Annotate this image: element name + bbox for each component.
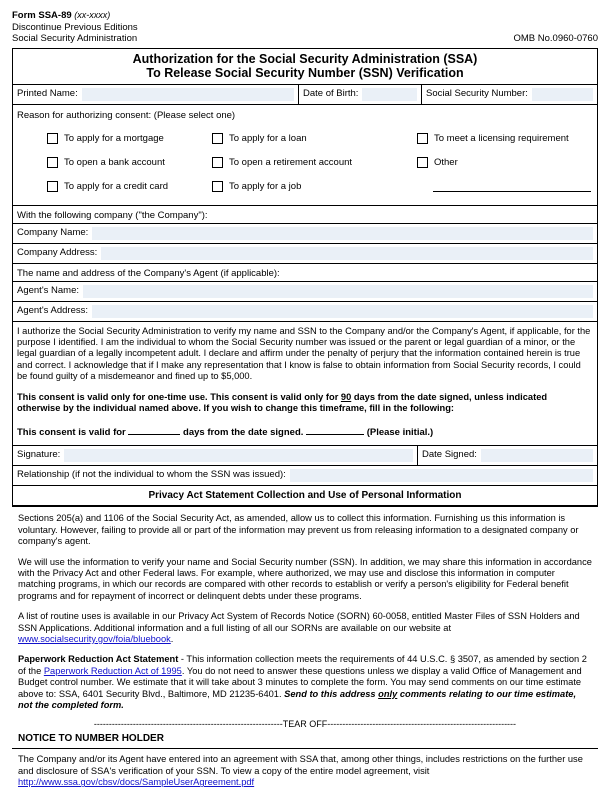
reason-option-credit-card[interactable] bbox=[47, 175, 212, 199]
form-number: Form SSA-89 bbox=[12, 10, 72, 21]
valid-for-row bbox=[13, 417, 597, 446]
signature-input[interactable] bbox=[64, 449, 413, 462]
dob-input[interactable] bbox=[362, 88, 417, 101]
form-title-box bbox=[12, 48, 598, 84]
discontinue-note: Discontinue Previous Editions bbox=[12, 21, 138, 33]
reason-heading: Reason for authorizing consent: (Please select one) bbox=[17, 109, 236, 121]
checkbox-other[interactable] bbox=[417, 157, 428, 168]
reason-option-licensing[interactable] bbox=[417, 127, 597, 151]
pra-link[interactable]: Paperwork Reduction Act of 1995 bbox=[43, 665, 182, 676]
omb-number: OMB No.0960-0760 bbox=[513, 32, 598, 44]
days-label: days from the date signed. bbox=[183, 427, 304, 439]
pra-text-b: . You do not need to answer these questions unless we display a valid Office of Management and Budget control number. We estimate that it will take about 3 minutes to complete the form. You may send comments on our time estimate above to: SSA, 6401 Security Blvd., Baltimore, MD 21235-6401. bbox=[18, 665, 582, 699]
dob-cell bbox=[298, 85, 421, 104]
privacy-paragraph-1: Sections 205(a) and 1106 of the Social Security Act, as amended, allow us to collect this information. Furnishing us this information is voluntary. However, failing to provide all or part of the information may prevent us from releasing information to a designated company or company's agent. bbox=[18, 513, 579, 547]
date-signed-label: Date Signed: bbox=[422, 449, 477, 461]
reason-other-input-row[interactable] bbox=[417, 175, 597, 199]
reason-column-3 bbox=[417, 127, 597, 199]
agent-address-cell bbox=[13, 302, 597, 321]
checkbox-credit-card[interactable] bbox=[47, 181, 58, 192]
reason-option-mortgage[interactable] bbox=[47, 127, 212, 151]
privacy-paragraph-3 bbox=[12, 602, 598, 645]
notice-to-number-holder-title: NOTICE TO NUMBER HOLDER bbox=[18, 733, 164, 745]
company-name-label: Company Name: bbox=[17, 226, 89, 238]
agent-name-row bbox=[13, 282, 597, 302]
pra-italic-only: only bbox=[378, 688, 398, 699]
checkbox-bank-account[interactable] bbox=[47, 157, 58, 168]
checkbox-retirement-account[interactable] bbox=[212, 157, 223, 168]
agent-heading: The name and address of the Company's Agent (if applicable): bbox=[13, 264, 597, 282]
reason-column-1 bbox=[13, 127, 212, 199]
agent-address-input[interactable] bbox=[92, 305, 593, 318]
privacy-paragraph-3-text: A list of routine uses is available in our Privacy Act System of Records Notice (SORN) 60-0058, entitled Master Files of SSN Holders and SSN Applications. Additional information and a full listing of all our SORNs are available on our website at bbox=[18, 611, 580, 633]
privacy-act-title: Privacy Act Statement Collection and Use of Personal Information bbox=[13, 486, 597, 506]
checkbox-mortgage[interactable] bbox=[47, 133, 58, 144]
reason-option-bank-account[interactable] bbox=[47, 151, 212, 175]
company-address-input[interactable] bbox=[101, 247, 593, 260]
sample-user-agreement-link[interactable]: http://www.ssa.gov/cbsv/docs/SampleUserAgreement.pdf bbox=[18, 777, 255, 788]
reason-option-retirement-account[interactable] bbox=[212, 151, 417, 175]
ssn-cell bbox=[421, 85, 597, 104]
reason-other-input[interactable] bbox=[433, 191, 591, 192]
relationship-label: Relationship (if not the individual to whom the SSN was issued): bbox=[17, 469, 286, 481]
reason-option-loan[interactable] bbox=[212, 127, 417, 151]
company-address-row bbox=[13, 244, 597, 264]
reason-label-bank-account: To open a bank account bbox=[64, 157, 165, 168]
date-signed-input[interactable] bbox=[481, 449, 593, 462]
valid-for-input[interactable] bbox=[128, 424, 180, 435]
signature-row bbox=[13, 446, 597, 466]
reason-options bbox=[13, 121, 597, 205]
agent-address-label: Agent's Address: bbox=[17, 304, 88, 316]
form-body-frame bbox=[12, 84, 598, 508]
reason-label-loan: To apply for a loan bbox=[229, 133, 307, 144]
form-revision: (xx-xxxx) bbox=[74, 10, 111, 20]
checkbox-licensing[interactable] bbox=[417, 133, 428, 144]
privacy-paragraph-2: We will use the information to verify your name and Social Security number (SSN). In addition, we may share this information in accordance with the Privacy Act and other Federal laws. For example, where authorized, we may use and disclose this information in computer matching programs, in which our records are compared with other records to establish or verify a person's eligibility for Federal benefit programs and for repayment of incorrect or delinquent debts under these programs. bbox=[18, 556, 592, 601]
reason-label-retirement-account: To open a retirement account bbox=[229, 157, 353, 168]
reason-column-2 bbox=[212, 127, 417, 199]
printed-name-input[interactable] bbox=[82, 88, 294, 101]
printed-name-cell bbox=[13, 85, 298, 104]
form-title-line1: Authorization for the Social Security Administration (SSA) bbox=[132, 51, 478, 66]
notice-body-text: The Company and/or its Agent have entered into an agreement with SSA that, among other things, includes restrictions on the further use and disclosure of SSA's verification of your SSN. To view a copy of the entire model agreement, visit bbox=[18, 754, 583, 776]
validity-notice-part1: This consent is valid only for one-time use. This consent is valid only for bbox=[17, 391, 341, 402]
company-address-cell bbox=[13, 244, 597, 263]
initial-label: (Please initial.) bbox=[366, 427, 434, 439]
validity-notice bbox=[13, 386, 597, 418]
dob-label: Date of Birth: bbox=[303, 87, 359, 99]
relationship-cell bbox=[13, 466, 597, 485]
reason-label-mortgage: To apply for a mortgage bbox=[64, 133, 164, 144]
checkbox-job[interactable] bbox=[212, 181, 223, 192]
company-name-input[interactable] bbox=[92, 227, 593, 240]
reason-label-job: To apply for a job bbox=[229, 181, 302, 192]
identity-row bbox=[13, 85, 597, 105]
signature-label: Signature: bbox=[17, 449, 61, 461]
agency-name: Social Security Administration bbox=[12, 33, 138, 44]
reason-label-credit-card: To apply for a credit card bbox=[64, 181, 169, 192]
reason-label-licensing: To meet a licensing requirement bbox=[434, 133, 569, 144]
privacy-paragraph-3-end: . bbox=[170, 634, 174, 644]
ssn-input[interactable] bbox=[532, 88, 593, 101]
authorization-paragraph: I authorize the Social Security Administration to verify my name and SSN to the Company and/or the Company's Agent, if applicable, for the purpose I identified. I am the individual to whom the Social Security number was issued or the parent or legal guardian of a minor, or the legal guardian of a legally incompetent adult. I declare and affirm under the penalty of perjury that the information contained herein is true and correct. I acknowledge that if I make any representation that I know is false to obtain information from Social Security records, I could be found guilty of a misdemeanor and fined up to $5,000. bbox=[17, 325, 591, 382]
agent-address-row bbox=[13, 302, 597, 322]
validity-notice-part2: days from the date signed, unless indicated otherwise by the individual named above. If you wish to change this timeframe, fill in the following: bbox=[17, 391, 548, 413]
form-header bbox=[12, 10, 598, 45]
reason-label-other: Other bbox=[434, 157, 458, 168]
company-name-row bbox=[13, 224, 597, 244]
company-address-label: Company Address: bbox=[17, 246, 98, 258]
form-title-line2: To Release Social Security Number (SSN) Verification bbox=[146, 65, 464, 80]
bluebook-link[interactable]: www.socialsecurity.gov/foia/bluebook bbox=[18, 634, 171, 644]
notice-to-number-holder-body bbox=[12, 749, 598, 788]
validity-days: 90 bbox=[340, 391, 352, 402]
agent-name-input[interactable] bbox=[83, 285, 593, 298]
checkbox-loan[interactable] bbox=[212, 133, 223, 144]
date-signed-cell bbox=[417, 446, 597, 465]
paperwork-reduction-act bbox=[12, 645, 598, 711]
relationship-input[interactable] bbox=[290, 469, 593, 482]
reason-option-other[interactable] bbox=[417, 151, 597, 175]
relationship-row bbox=[13, 466, 597, 486]
form-number-line bbox=[12, 10, 598, 22]
agent-name-cell bbox=[13, 282, 597, 301]
pra-text-a: - This information collection meets the requirements of 44 U.S.C. § 3507, as amended by section 2 of the bbox=[18, 654, 587, 676]
tear-off-separator: ---------------------------------------------------------------TEAR OFF--------------------------------------------------------------- bbox=[93, 719, 517, 730]
reason-option-job[interactable] bbox=[212, 175, 417, 199]
company-heading: With the following company ("the Company"): bbox=[13, 206, 597, 224]
signature-cell bbox=[13, 446, 417, 465]
valid-for-label: This consent is valid for bbox=[17, 427, 126, 439]
company-name-cell bbox=[13, 224, 597, 243]
initial-input[interactable] bbox=[306, 424, 364, 435]
pra-heading: Paperwork Reduction Act Statement bbox=[18, 654, 179, 665]
printed-name-label: Printed Name: bbox=[17, 87, 78, 99]
pra-italic-2: comments relating to our time estimate, not the completed form. bbox=[18, 688, 577, 711]
ssn-label: Social Security Number: bbox=[426, 87, 528, 99]
agent-name-label: Agent's Name: bbox=[17, 284, 80, 296]
pra-italic-1: Send to this address bbox=[284, 688, 379, 699]
